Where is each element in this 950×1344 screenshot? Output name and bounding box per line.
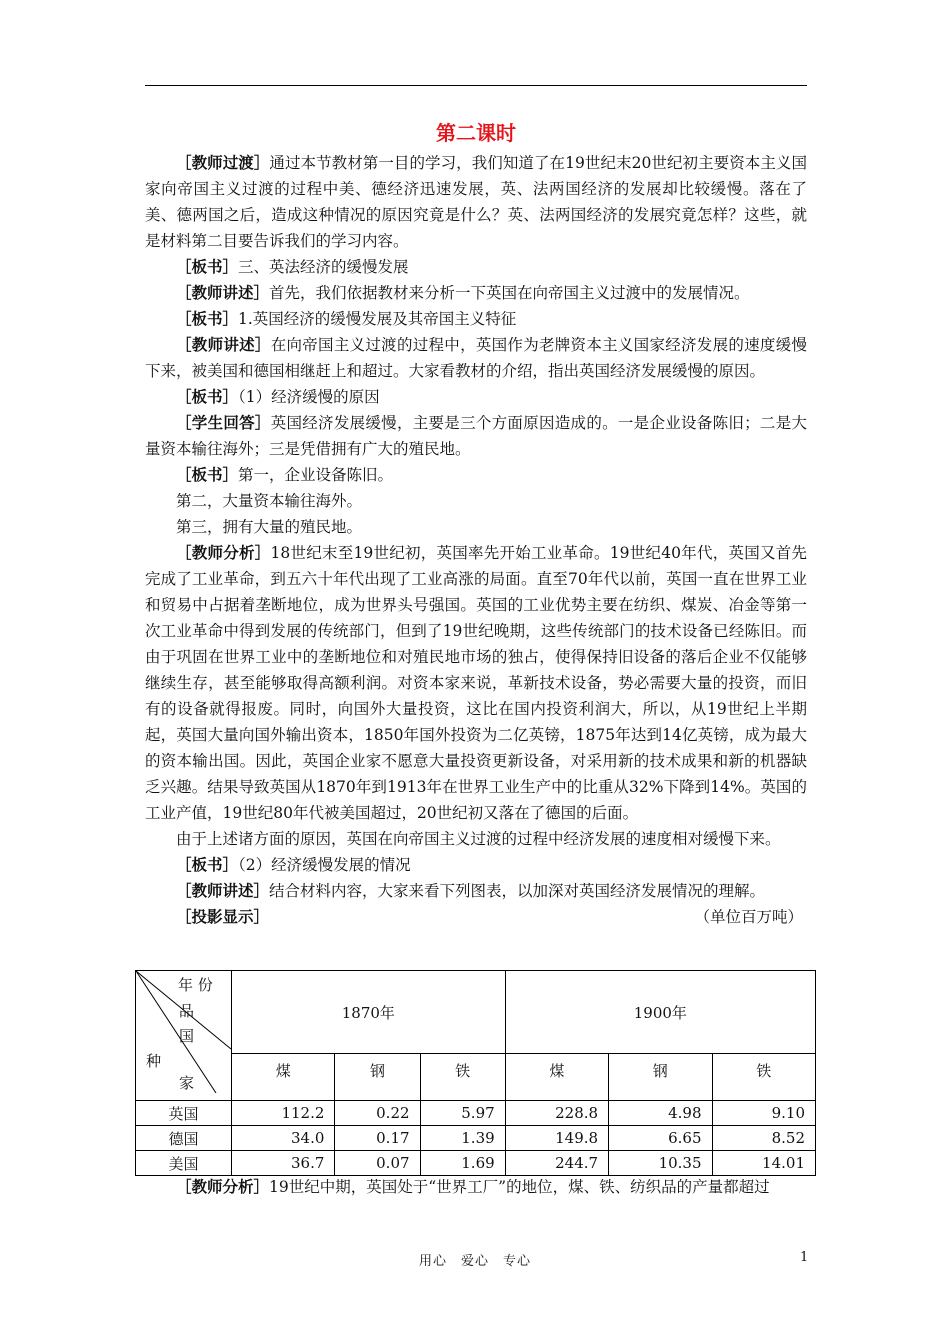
value-cell: 228.8 [505,1101,608,1126]
paragraph [145,488,807,514]
paragraph-text: 结合材料内容，大家来看下列图表，以加深对英国经济发展情况的理解。 [269,882,766,900]
paragraph [145,514,807,540]
value-cell: 9.10 [712,1101,815,1126]
paragraph-text: 第一，企业设备陈旧。 [238,466,394,484]
paragraph-tag: ［板书］ [176,387,239,406]
corner-label-guo: 国 [179,1027,195,1045]
table-row [136,1101,816,1126]
value-cell: 34.0 [232,1126,335,1151]
page-number: 1 [800,1250,809,1265]
paragraph-tag: ［教师分析］ [176,543,271,562]
value-cell: 0.07 [335,1151,420,1176]
unit-label: （单位百万吨） [694,908,803,926]
paragraph-text: （2）经济缓慢发展的情况 [238,856,411,874]
table-corner-cell [136,971,232,1101]
paragraph [145,826,807,852]
value-cell: 0.17 [335,1126,420,1151]
product-header: 钢 [335,1054,420,1101]
paragraph-tag: ［学生回答］ [176,413,271,432]
paragraph [145,254,807,280]
corner-label-zhong: 种 [146,1052,162,1070]
paragraph-text: 18世纪末至19世纪初，英国率先开始工业革命。19世纪40年代，英国又首先完成了工业革命，到五六十年代出现了工业高涨的局面。直至70年代以前，英国一直在世界工业和贸易中占据着垄断地位，成为世界头号强国。英国的工业优势主要在纺织、煤炭、冶金等第一次工业革命中得到发展的传统部门，但到了19世纪晚期，这些传统部门的技术设备已经陈旧。而由于巩固在世界工业中的垄断地位和对殖民地市场的独占，使得保持旧设备的落后企业不仅能够继续生存，甚至能够取得高额利润。对资本家来说，革新技术设备，势必需要大量的投资，而旧有的设备就得报废。同时，向国外大量投资，这比在国内投资利润大，所以，从19世纪上半期起，英国大量向国外输出资本，1850年国外投资为二亿英镑，1875年达到14亿英镑，成为最大的资本输出国。因此，英国企业家不愿意大量投资更新设备，对采用新的技术成果和新的机器缺乏兴趣。结果导致英国从1870年到1913年在世界工业生产中的比重从32%下降到14%。英国的工业产值，19世纪80年代被美国超过，20世纪初又落在了德国的后面。 [145,544,807,822]
paragraph-tag: ［教师讲述］ [176,881,270,900]
paragraph [145,332,807,384]
paragraph-tag: ［教师分析］ [176,1177,270,1196]
country-cell: 美国 [136,1151,232,1176]
header-rule [145,85,807,86]
paragraph [145,306,807,332]
year-header: 1870年 [232,971,506,1054]
year-header: 1900年 [505,971,815,1054]
paragraph-tag: ［板书］ [176,257,239,276]
paragraph [145,150,807,254]
paragraph-text: 在向帝国主义过渡的过程中，英国作为老牌资本主义国家经济发展的速度缓慢下来，被美国和德国相继赶上和超过。大家看教材的介绍，指出英国经济发展缓慢的原因。 [145,336,807,380]
value-cell: 149.8 [505,1126,608,1151]
paragraph-tag: ［板书］ [176,465,239,484]
paragraph-tag: ［板书］ [176,855,239,874]
paragraph-text: 1.英国经济的缓慢发展及其帝国主义特征 [238,310,517,328]
production-table [135,970,816,1176]
product-header: 煤 [232,1054,335,1101]
value-cell: 36.7 [232,1151,335,1176]
country-cell: 英国 [136,1101,232,1126]
paragraph [145,280,807,306]
paragraph-tag: ［教师讲述］ [176,335,271,354]
country-cell: 德国 [136,1126,232,1151]
paragraph-text: 由于上述诸方面的原因，英国在向帝国主义过渡的过程中经济发展的速度相对缓慢下来。 [176,830,781,848]
table-row [136,1151,816,1176]
value-cell: 10.35 [609,1151,712,1176]
paragraph [145,410,807,462]
table-row [136,1126,816,1151]
value-cell: 0.22 [335,1101,420,1126]
value-cell: 8.52 [712,1126,815,1151]
document-body [145,118,807,930]
page-title: 第二课时 [436,121,516,145]
corner-label-year: 年 份 [178,976,213,994]
paragraph-text: 19世纪中期，英国处于“世界工厂”的地位，煤、铁、纺织品的产量都超过 [269,1178,770,1196]
paragraph-tag: ［教师过渡］ [176,153,270,172]
paragraph-text: 通过本节教材第一目的学习，我们知道了在19世纪末20世纪初主要资本主义国家向帝国主义过渡的过程中美、德经济迅速发展，英、法两国经济的发展却比较缓慢。落在了美、德两国之后，造成这种情况的原因究竟是什么？英、法两国经济的发展究竟怎样？这些，就是材料第二目要告诉我们的学习内容。 [145,154,807,250]
product-header: 煤 [505,1054,608,1101]
paragraph [145,384,807,410]
value-cell: 14.01 [712,1151,815,1176]
product-header: 钢 [609,1054,712,1101]
paragraph [145,852,807,878]
paragraph-text: 第三，拥有大量的殖民地。 [176,518,363,536]
value-cell: 1.39 [420,1126,505,1151]
value-cell: 1.69 [420,1151,505,1176]
value-cell: 112.2 [232,1101,335,1126]
paragraph-text: 首先，我们依据教材来分析一下英国在向帝国主义过渡中的发展情况。 [269,284,750,302]
product-header: 铁 [420,1054,505,1101]
paragraph-text: 第二，大量资本输往海外。 [176,492,363,510]
paragraph-text: （1）经济缓慢的原因 [238,388,380,406]
footer-motto: 用心 爱心 专心 [418,1254,531,1269]
continuation-paragraph [145,1174,807,1200]
paragraph-tag: ［教师讲述］ [176,283,270,302]
value-cell: 244.7 [505,1151,608,1176]
paragraph [145,462,807,488]
projection-tag: ［投影显示］ [176,907,270,926]
corner-label-pin: 品 [179,1002,195,1020]
paragraph-tag: ［板书］ [176,309,239,328]
paragraph-text: 英国经济发展缓慢，主要是三个方面原因造成的。一是企业设备陈旧；二是大量资本输往海外；三是凭借拥有广大的殖民地。 [145,414,807,458]
value-cell: 4.98 [609,1101,712,1126]
paragraph-text: 三、英法经济的缓慢发展 [238,258,409,276]
paragraph [145,878,807,904]
corner-label-jia: 家 [179,1074,195,1092]
value-cell: 5.97 [420,1101,505,1126]
projection-caption [145,904,807,930]
value-cell: 6.65 [609,1126,712,1151]
paragraph [145,540,807,826]
product-header: 铁 [712,1054,815,1101]
